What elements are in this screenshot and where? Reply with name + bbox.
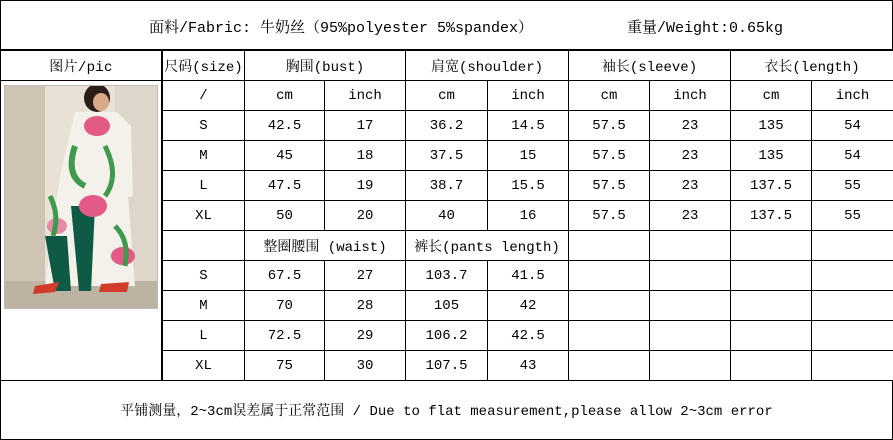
- empty-cell: [811, 350, 893, 381]
- measure-cell: 29: [324, 320, 406, 351]
- weight-text: 重量/Weight:0.65kg: [627, 20, 784, 37]
- measure-cell: 23: [649, 140, 731, 171]
- measure-cell: 55: [811, 170, 893, 201]
- sleeve-header: 袖长(sleeve): [568, 50, 731, 81]
- waist-header: 整圈腰围 (waist): [244, 230, 406, 261]
- measure-cell: 40: [405, 200, 488, 231]
- measure-cell: 14.5: [487, 110, 569, 141]
- empty-cell: [162, 230, 245, 261]
- measure-cell: 54: [811, 110, 893, 141]
- measure-cell: 23: [649, 200, 731, 231]
- measure-cell: 41.5: [487, 260, 569, 291]
- bust-header: 胸围(bust): [244, 50, 406, 81]
- size-cell: S: [162, 260, 245, 291]
- measure-cell: 45: [244, 140, 325, 171]
- size-cell: S: [162, 110, 245, 141]
- measure-cell: 15.5: [487, 170, 569, 201]
- measure-cell: 47.5: [244, 170, 325, 201]
- unit-inch-cell: inch: [324, 80, 406, 111]
- measure-cell: 137.5: [730, 170, 812, 201]
- size-cell: M: [162, 140, 245, 171]
- measure-cell: 105: [405, 290, 488, 321]
- measure-cell: 55: [811, 200, 893, 231]
- measure-cell: 42: [487, 290, 569, 321]
- empty-cell: [649, 290, 731, 321]
- measure-cell: 70: [244, 290, 325, 321]
- size-cell: XL: [162, 200, 245, 231]
- measure-cell: 57.5: [568, 170, 650, 201]
- size-cell: M: [162, 290, 245, 321]
- measure-cell: 67.5: [244, 260, 325, 291]
- measure-cell: 27: [324, 260, 406, 291]
- empty-cell: [568, 260, 650, 291]
- measure-cell: 75: [244, 350, 325, 381]
- empty-cell: [730, 350, 812, 381]
- empty-cell: [568, 290, 650, 321]
- empty-cell: [811, 260, 893, 291]
- measure-cell: 42.5: [487, 320, 569, 351]
- size-cell: L: [162, 320, 245, 351]
- empty-cell: [568, 230, 650, 261]
- fabric-banner: [0, 0, 893, 50]
- measure-cell: 135: [730, 110, 812, 141]
- measure-cell: 23: [649, 170, 731, 201]
- measure-cell: 36.2: [405, 110, 488, 141]
- product-photo: [4, 85, 158, 309]
- empty-cell: [649, 350, 731, 381]
- measure-cell: 135: [730, 140, 812, 171]
- pic-header: 图片/pic: [0, 50, 162, 81]
- measure-cell: 72.5: [244, 320, 325, 351]
- measure-cell: 30: [324, 350, 406, 381]
- measurement-note: 平铺测量，2~3cm误差属于正常范围 / Due to flat measurement,please allow 2~3cm error: [120, 404, 773, 420]
- empty-cell: [568, 320, 650, 351]
- unit-inch-cell: inch: [649, 80, 731, 111]
- unit-slash-cell: /: [162, 80, 245, 111]
- size-cell: XL: [162, 350, 245, 381]
- empty-cell: [730, 320, 812, 351]
- measure-cell: 20: [324, 200, 406, 231]
- unit-cm-cell: cm: [244, 80, 325, 111]
- footer-note-cell: [0, 380, 893, 440]
- fabric-text: 面料/Fabric: 牛奶丝（95%polyester 5%spandex）: [149, 20, 534, 37]
- unit-cm-cell: cm: [405, 80, 488, 111]
- measure-cell: 54: [811, 140, 893, 171]
- measure-cell: 57.5: [568, 140, 650, 171]
- measure-cell: 137.5: [730, 200, 812, 231]
- measure-cell: 43: [487, 350, 569, 381]
- empty-cell: [811, 320, 893, 351]
- measure-cell: 23: [649, 110, 731, 141]
- empty-cell: [649, 320, 731, 351]
- unit-inch-cell: inch: [487, 80, 569, 111]
- measure-cell: 103.7: [405, 260, 488, 291]
- measure-cell: 37.5: [405, 140, 488, 171]
- unit-cm-cell: cm: [568, 80, 650, 111]
- measure-cell: 50: [244, 200, 325, 231]
- empty-cell: [730, 290, 812, 321]
- measure-cell: 19: [324, 170, 406, 201]
- empty-cell: [730, 230, 812, 261]
- measure-cell: 17: [324, 110, 406, 141]
- empty-cell: [811, 230, 893, 261]
- empty-cell: [568, 350, 650, 381]
- size-cell: L: [162, 170, 245, 201]
- pants-length-header: 裤长(pants length): [405, 230, 569, 261]
- shoulder-header: 肩宽(shoulder): [405, 50, 569, 81]
- measure-cell: 57.5: [568, 110, 650, 141]
- size-header: 尺码(size): [162, 50, 245, 81]
- model-dress-illustration: [5, 86, 157, 308]
- measure-cell: 42.5: [244, 110, 325, 141]
- measure-cell: 107.5: [405, 350, 488, 381]
- measure-cell: 18: [324, 140, 406, 171]
- empty-cell: [811, 290, 893, 321]
- length-header: 衣长(length): [730, 50, 893, 81]
- empty-cell: [730, 260, 812, 291]
- measure-cell: 57.5: [568, 200, 650, 231]
- unit-inch-cell: inch: [811, 80, 893, 111]
- measure-cell: 15: [487, 140, 569, 171]
- empty-cell: [649, 230, 731, 261]
- measure-cell: 16: [487, 200, 569, 231]
- measure-cell: 106.2: [405, 320, 488, 351]
- measure-cell: 38.7: [405, 170, 488, 201]
- measure-cell: 28: [324, 290, 406, 321]
- empty-cell: [649, 260, 731, 291]
- unit-cm-cell: cm: [730, 80, 812, 111]
